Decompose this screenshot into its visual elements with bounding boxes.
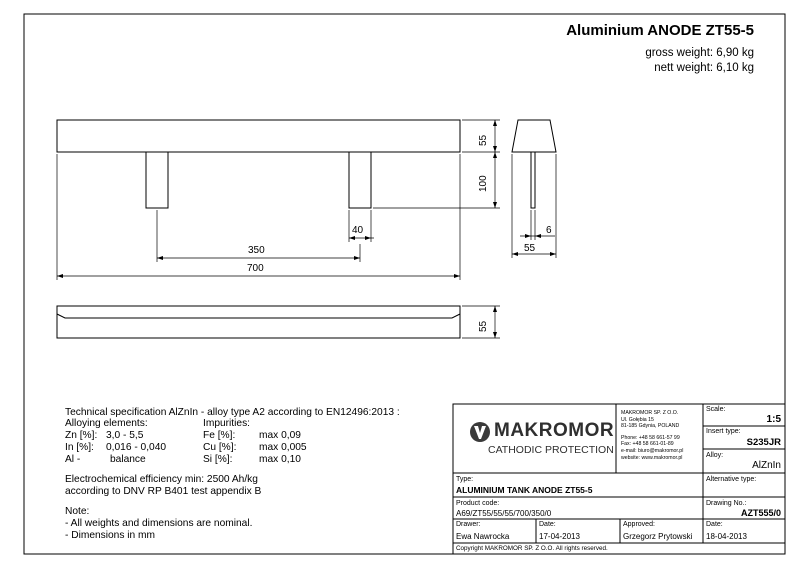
alternative-type-label: Alternative type: bbox=[706, 476, 757, 483]
scale-label: Scale: bbox=[706, 406, 726, 413]
bottom-view bbox=[57, 306, 460, 338]
dimension-lines bbox=[57, 120, 556, 338]
dim-40: 40 bbox=[352, 225, 364, 236]
dim-100: 100 bbox=[478, 175, 489, 192]
bottom-chamfer-line bbox=[57, 314, 460, 318]
date1-value: 17-04-2013 bbox=[539, 532, 580, 541]
drawing-no-label: Drawing No.: bbox=[706, 500, 747, 507]
impurity-fe-value: max 0,09 bbox=[259, 430, 301, 441]
alloy-in-label: In [%]: bbox=[65, 442, 94, 453]
drawer-label: Drawer: bbox=[456, 521, 481, 528]
insert-leg-right bbox=[349, 152, 371, 208]
front-view bbox=[57, 120, 460, 208]
note-2: - Dimensions in mm bbox=[65, 530, 156, 541]
address-line: Fax: +48 58 661-01-89 bbox=[621, 441, 674, 448]
address-line: e-mail: biuro@makromor.pl bbox=[621, 447, 684, 454]
insert-label: Insert type: bbox=[706, 428, 741, 435]
gross-weight: gross weight: 6,90 kg bbox=[645, 47, 754, 59]
impurity-fe-label: Fe [%]: bbox=[203, 430, 236, 441]
impurity-si-label: Si [%]: bbox=[203, 454, 233, 465]
nett-weight: nett weight: 6,10 kg bbox=[654, 62, 754, 74]
anode-body-side bbox=[512, 120, 556, 152]
insert-value: S235JR bbox=[746, 437, 781, 448]
makromor-logo-icon bbox=[470, 422, 490, 442]
product-code-label: Product code: bbox=[456, 500, 500, 507]
product-code-value: A69/ZT55/55/55/700/350/0 bbox=[456, 509, 552, 518]
spec-line1: Technical specification AlZnIn - alloy type A2 according to EN12496:2013 : bbox=[65, 407, 400, 418]
drawer-value: Ewa Nawrocka bbox=[456, 532, 510, 541]
drawing-title: Aluminium ANODE ZT55-5 bbox=[566, 22, 754, 39]
company-name: MAKROMOR bbox=[494, 420, 615, 441]
efficiency-line2: according to DNV RP B401 test appendix B bbox=[65, 486, 262, 497]
note-1: - All weights and dimensions are nominal. bbox=[65, 518, 253, 529]
anode-body-bottom bbox=[57, 306, 460, 338]
scale-value: 1:5 bbox=[766, 414, 781, 425]
alloying-header: Alloying elements: bbox=[65, 418, 148, 429]
impurities-header: Impurities: bbox=[203, 418, 250, 429]
impurity-cu-label: Cu [%]: bbox=[203, 442, 237, 453]
company-sub: CATHODIC PROTECTION bbox=[488, 444, 614, 456]
dim-6: 6 bbox=[546, 225, 552, 236]
alloy-zn-label: Zn [%]: bbox=[65, 430, 98, 441]
approved-value: Grzegorz Prytowski bbox=[623, 532, 693, 541]
insert-side bbox=[531, 152, 535, 208]
copyright: Copyright MAKROMOR SP. Z O.O. All rights reserved. bbox=[456, 545, 608, 552]
address-block bbox=[621, 410, 683, 461]
date1-label: Date: bbox=[539, 521, 556, 528]
efficiency-line1: Electrochemical efficiency min: 2500 Ah/kg bbox=[65, 474, 258, 485]
dim-350: 350 bbox=[248, 245, 265, 256]
address-line: MAKROMOR SP. Z O.O. bbox=[621, 410, 679, 416]
address-line: Ul. Gołębia 15 bbox=[621, 416, 654, 423]
type-value: ALUMINIUM TANK ANODE ZT55-5 bbox=[456, 485, 593, 495]
dimension-arrows bbox=[57, 120, 556, 338]
drawing-no-value: AZT555/0 bbox=[740, 508, 781, 518]
anode-body-front bbox=[57, 120, 460, 152]
alloy-zn-value: 3,0 - 5,5 bbox=[106, 430, 144, 441]
date2-label: Date: bbox=[706, 521, 723, 528]
date2-value: 18-04-2013 bbox=[706, 532, 747, 541]
side-view bbox=[512, 120, 556, 208]
alloy-al-value: balance bbox=[110, 454, 146, 465]
address-line: 81-185 Gdynia, POLAND bbox=[621, 423, 680, 430]
dim-700: 700 bbox=[247, 263, 264, 274]
type-label: Type: bbox=[456, 476, 474, 483]
dim-55-front: 55 bbox=[478, 134, 489, 146]
alloy-in-value: 0,016 - 0,040 bbox=[106, 442, 167, 453]
address-line: Phone: +48 58 661-57 99 bbox=[621, 434, 680, 441]
insert-leg-left bbox=[146, 152, 168, 208]
impurity-cu-value: max 0,005 bbox=[259, 442, 307, 453]
alloy-label: Alloy: bbox=[706, 452, 724, 459]
address-line: website: www.makromor.pl bbox=[621, 454, 683, 461]
note-header: Note: bbox=[65, 506, 90, 517]
dim-55-side: 55 bbox=[524, 243, 536, 254]
alloy-al-label: Al - bbox=[65, 454, 81, 465]
impurity-si-value: max 0,10 bbox=[259, 454, 301, 465]
alloy-value: AlZnIn bbox=[752, 460, 781, 471]
approved-label: Approved: bbox=[623, 521, 655, 528]
dim-55-bottom: 55 bbox=[478, 320, 489, 332]
